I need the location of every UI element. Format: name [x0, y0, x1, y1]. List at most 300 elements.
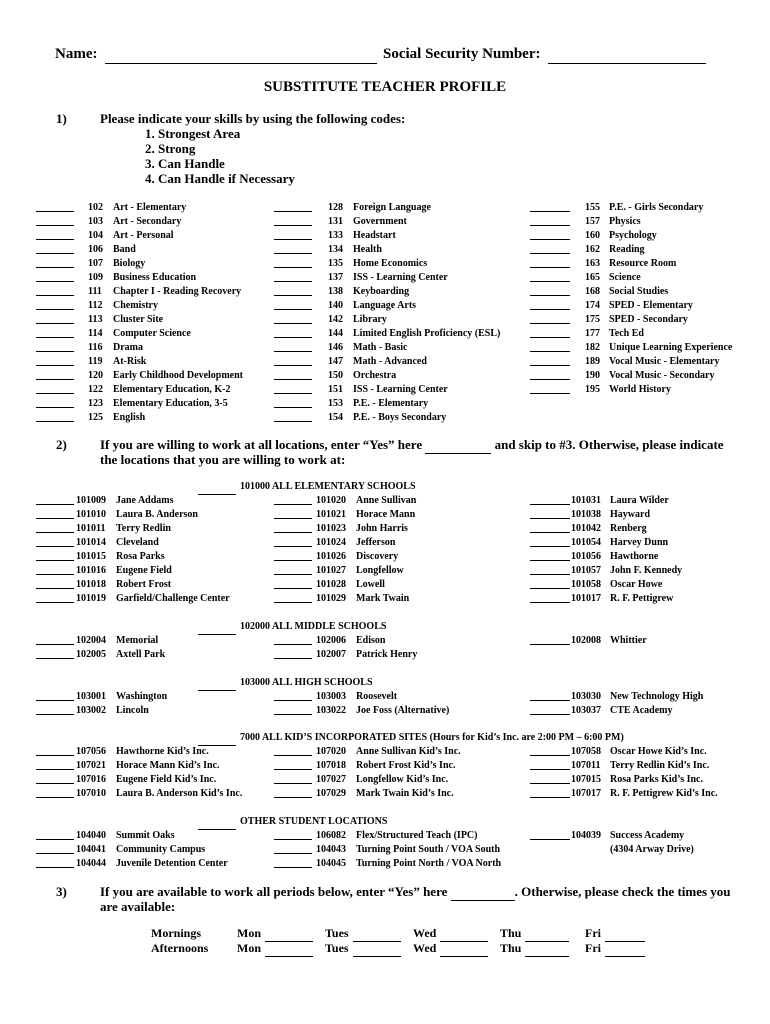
- location-check-field[interactable]: [36, 769, 74, 770]
- location-label: Harvey Dunn: [610, 537, 669, 548]
- schedule-day: [585, 926, 645, 942]
- location-label: CTE Academy: [610, 705, 673, 716]
- location-label: Roosevelt: [356, 691, 398, 702]
- location-check-field[interactable]: [274, 839, 312, 840]
- skill-code: 111: [88, 286, 102, 297]
- skill-rating-field[interactable]: [36, 407, 74, 408]
- schedule-day: [237, 926, 313, 942]
- location-check-field[interactable]: [530, 518, 570, 519]
- location-label: Discovery: [356, 551, 399, 562]
- location-label: Turning Point North / VOA North: [356, 858, 502, 869]
- location-check-field[interactable]: [274, 546, 312, 547]
- skill-rating-field[interactable]: [530, 253, 570, 254]
- skill-rating-field[interactable]: [274, 379, 312, 380]
- schedule-day: [413, 926, 488, 942]
- location-check-field[interactable]: [36, 700, 74, 701]
- location-check-field[interactable]: [36, 755, 74, 756]
- skill-label: Resource Room: [609, 258, 677, 269]
- skill-code: 135: [328, 258, 343, 269]
- skill-rating-field[interactable]: [274, 421, 312, 422]
- skill-code: 195: [585, 384, 600, 395]
- location-check-field[interactable]: [530, 644, 570, 645]
- location-check-field[interactable]: [36, 504, 74, 505]
- skill-code: 113: [88, 314, 103, 325]
- schedule-day-label: Thu: [500, 926, 522, 940]
- schedule-day-field[interactable]: [525, 926, 569, 942]
- location-label: Cleveland: [116, 537, 159, 548]
- skill-label: P.E. - Elementary: [353, 398, 429, 409]
- skill-rating-field[interactable]: [274, 225, 312, 226]
- location-label: John Harris: [356, 523, 408, 534]
- location-check-field[interactable]: [36, 644, 74, 645]
- schedule-day-field[interactable]: [265, 926, 313, 942]
- location-check-field[interactable]: [274, 518, 312, 519]
- location-code: 101038: [571, 509, 601, 520]
- location-check-field[interactable]: [274, 532, 312, 533]
- skill-rating-field[interactable]: [36, 393, 74, 394]
- section-heading: [198, 815, 387, 829]
- location-label: Hayward: [610, 509, 650, 520]
- ssn-field[interactable]: [548, 46, 706, 64]
- section-check-field[interactable]: [198, 620, 236, 635]
- section-heading: [198, 480, 416, 494]
- schedule-day-field[interactable]: [525, 941, 569, 957]
- location-code: 101011: [76, 523, 106, 534]
- skill-code: 174: [585, 300, 600, 311]
- location-check-field[interactable]: [530, 504, 570, 505]
- location-check-field[interactable]: [274, 700, 312, 701]
- location-label: Mark Twain Kid’s Inc.: [356, 788, 454, 799]
- location-label: Turning Point South / VOA South: [356, 844, 501, 855]
- skill-code: 147: [328, 356, 343, 367]
- location-label: Anne Sullivan: [356, 495, 417, 506]
- location-label: Axtell Park: [116, 649, 166, 660]
- schedule-day-label: Thu: [500, 941, 522, 955]
- location-label: Summit Oaks: [116, 830, 175, 841]
- location-check-field[interactable]: [530, 574, 570, 575]
- location-code: 104045: [316, 858, 346, 869]
- location-check-field[interactable]: [530, 839, 570, 840]
- schedule-day-label: Mon: [237, 941, 261, 955]
- location-check-field[interactable]: [274, 644, 312, 645]
- location-check-field[interactable]: [274, 574, 312, 575]
- location-check-field[interactable]: [274, 853, 312, 854]
- skill-rating-field[interactable]: [274, 393, 312, 394]
- skill-rating-field[interactable]: [36, 323, 74, 324]
- location-check-field[interactable]: [274, 504, 312, 505]
- location-code: 107017: [571, 788, 601, 799]
- skill-label: P.E. - Girls Secondary: [609, 202, 704, 213]
- skill-label: Biology: [113, 258, 146, 269]
- skill-rating-field[interactable]: [530, 337, 570, 338]
- skill-label: P.E. - Boys Secondary: [353, 412, 447, 423]
- location-code: 102006: [316, 635, 346, 646]
- skill-rating-field[interactable]: [36, 239, 74, 240]
- location-code: 101054: [571, 537, 601, 548]
- section-check-field[interactable]: [198, 815, 236, 830]
- q2-yes-field[interactable]: [425, 437, 491, 454]
- q2-number: 2): [56, 437, 67, 452]
- location-check-field[interactable]: [274, 602, 312, 603]
- name-field[interactable]: [105, 46, 377, 64]
- skill-label: Elementary Education, K-2: [113, 384, 231, 395]
- schedule-day: [325, 941, 401, 957]
- skill-rating-field[interactable]: [274, 407, 312, 408]
- name-label: Name:: [55, 46, 98, 62]
- ssn-label: Social Security Number:: [383, 46, 541, 62]
- location-code: 101028: [316, 579, 346, 590]
- location-label: Terry Redlin: [116, 523, 171, 534]
- skill-label: Art - Secondary: [113, 216, 182, 227]
- code-item: 4. Can Handle if Necessary: [145, 171, 295, 186]
- location-check-field[interactable]: [530, 532, 570, 533]
- location-check-field[interactable]: [36, 546, 74, 547]
- skill-rating-field[interactable]: [36, 365, 74, 366]
- location-code: 107029: [316, 788, 346, 799]
- skill-code: 119: [88, 356, 103, 367]
- location-code: 101014: [76, 537, 106, 548]
- location-check-field[interactable]: [36, 588, 74, 589]
- location-check-field[interactable]: [530, 783, 570, 784]
- skill-code: 106: [88, 244, 103, 255]
- q3-line2: are available:: [100, 899, 176, 914]
- location-label: Eugene Field: [116, 565, 172, 576]
- location-check-field[interactable]: [530, 602, 570, 603]
- location-code: 101024: [316, 537, 346, 548]
- skill-code: 168: [585, 286, 600, 297]
- skill-rating-field[interactable]: [530, 393, 570, 394]
- skill-code: 151: [328, 384, 343, 395]
- skill-label: Art - Personal: [113, 230, 174, 241]
- skill-code: 142: [328, 314, 343, 325]
- location-check-field[interactable]: [36, 797, 74, 798]
- skill-code: 133: [328, 230, 343, 241]
- schedule-day-field[interactable]: [353, 926, 401, 942]
- skill-rating-field[interactable]: [274, 351, 312, 352]
- skill-code: 134: [328, 244, 343, 255]
- skill-rating-field[interactable]: [274, 239, 312, 240]
- code-item: 3. Can Handle: [145, 156, 225, 171]
- skill-rating-field[interactable]: [274, 267, 312, 268]
- location-code: 104040: [76, 830, 106, 841]
- location-code: 103002: [76, 705, 106, 716]
- location-code: 101018: [76, 579, 106, 590]
- location-code: 107056: [76, 746, 106, 757]
- location-check-field[interactable]: [274, 714, 312, 715]
- skill-label: Business Education: [113, 272, 197, 283]
- section-heading: [198, 676, 373, 690]
- skill-code: 163: [585, 258, 600, 269]
- location-label: New Technology High: [610, 691, 704, 702]
- skill-rating-field[interactable]: [36, 281, 74, 282]
- skill-code: 131: [328, 216, 343, 227]
- skill-label: Cluster Site: [113, 314, 164, 325]
- location-label: R. F. Pettigrew Kid’s Inc.: [610, 788, 718, 799]
- schedule-day-field[interactable]: [605, 941, 645, 957]
- location-check-field[interactable]: [274, 560, 312, 561]
- skill-rating-field[interactable]: [530, 281, 570, 282]
- location-label: Rosa Parks Kid’s Inc.: [610, 774, 703, 785]
- skill-label: Health: [353, 244, 382, 255]
- skill-code: 140: [328, 300, 343, 311]
- skill-label: Foreign Language: [353, 202, 431, 213]
- location-label: Joe Foss (Alternative): [356, 705, 450, 716]
- location-check-field[interactable]: [36, 658, 74, 659]
- location-label: Mark Twain: [356, 593, 410, 604]
- location-label: Longfellow: [356, 565, 404, 576]
- location-label: Rosa Parks: [116, 551, 165, 562]
- location-check-field[interactable]: [36, 574, 74, 575]
- location-check-field[interactable]: [530, 546, 570, 547]
- location-label: Memorial: [116, 635, 159, 646]
- skill-code: 104: [88, 230, 103, 241]
- location-check-field[interactable]: [530, 588, 570, 589]
- location-check-field[interactable]: [36, 867, 74, 868]
- schedule-day: [585, 941, 645, 957]
- location-code: 101026: [316, 551, 346, 562]
- location-check-field[interactable]: [274, 867, 312, 868]
- schedule-day-label: Tues: [325, 941, 349, 955]
- ssn-row: [383, 46, 706, 64]
- skill-label: Headstart: [353, 230, 396, 241]
- skill-label: ISS - Learning Center: [353, 384, 448, 395]
- location-code: 102004: [76, 635, 106, 646]
- location-check-field[interactable]: [274, 588, 312, 589]
- location-check-field[interactable]: [36, 853, 74, 854]
- skill-code: 116: [88, 342, 103, 353]
- location-code: 107021: [76, 760, 106, 771]
- location-code: 102008: [571, 635, 601, 646]
- schedule-day-label: Mon: [237, 926, 261, 940]
- skill-code: 120: [88, 370, 103, 381]
- skill-rating-field[interactable]: [530, 225, 570, 226]
- location-check-field[interactable]: [36, 783, 74, 784]
- section-heading-text: 101000 ALL ELEMENTARY SCHOOLS: [240, 481, 416, 492]
- skill-label: Vocal Music - Secondary: [609, 370, 715, 381]
- skill-label: Orchestra: [353, 370, 397, 381]
- schedule-day-field[interactable]: [353, 941, 401, 957]
- skill-rating-field[interactable]: [274, 253, 312, 254]
- schedule-day: [237, 941, 313, 957]
- location-label: Edison: [356, 635, 386, 646]
- location-check-field[interactable]: [36, 714, 74, 715]
- location-code: 103001: [76, 691, 106, 702]
- location-label: Terry Redlin Kid’s Inc.: [610, 760, 710, 771]
- section-check-field[interactable]: [198, 676, 236, 691]
- q3-line1: [100, 884, 731, 901]
- location-check-field[interactable]: [36, 518, 74, 519]
- location-code: 101023: [316, 523, 346, 534]
- section-check-field[interactable]: [198, 731, 236, 746]
- location-label: John F. Kennedy: [610, 565, 683, 576]
- skill-rating-field[interactable]: [274, 309, 312, 310]
- schedule-day-field[interactable]: [605, 926, 645, 942]
- skill-rating-field[interactable]: [274, 281, 312, 282]
- schedule-day-label: Fri: [585, 926, 601, 940]
- location-label: Whittier: [610, 635, 647, 646]
- skill-rating-field[interactable]: [530, 351, 570, 352]
- skill-label: Unique Learning Experience: [609, 342, 733, 353]
- skill-label: SPED - Elementary: [609, 300, 693, 311]
- location-check-field[interactable]: [274, 783, 312, 784]
- q1-number: 1): [56, 111, 67, 126]
- location-label: Garfield/Challenge Center: [116, 593, 230, 604]
- skill-code: 153: [328, 398, 343, 409]
- skill-code: 182: [585, 342, 600, 353]
- location-check-field[interactable]: [530, 755, 570, 756]
- location-check-field[interactable]: [530, 700, 570, 701]
- skill-rating-field[interactable]: [530, 379, 570, 380]
- section-heading-text: OTHER STUDENT LOCATIONS: [240, 816, 388, 827]
- location-label: Hawthorne: [610, 551, 659, 562]
- location-check-field[interactable]: [274, 797, 312, 798]
- location-code: 103037: [571, 705, 601, 716]
- skill-label: Government: [353, 216, 407, 227]
- skill-label: Physics: [609, 216, 641, 227]
- skill-code: 102: [88, 202, 103, 213]
- skill-code: 162: [585, 244, 600, 255]
- location-code: 103003: [316, 691, 346, 702]
- q3-yes-field[interactable]: [451, 884, 515, 901]
- skill-label: English: [113, 412, 146, 423]
- skill-code: 109: [88, 272, 103, 283]
- skill-code: 112: [88, 300, 103, 311]
- skill-label: Psychology: [609, 230, 657, 241]
- section-heading: [198, 731, 624, 745]
- location-code: 101042: [571, 523, 601, 534]
- location-check-field[interactable]: [530, 560, 570, 561]
- location-code: 101017: [571, 593, 601, 604]
- schedule-day: [500, 926, 569, 942]
- skill-rating-field[interactable]: [274, 295, 312, 296]
- skill-code: 165: [585, 272, 600, 283]
- location-label: Robert Frost Kid’s Inc.: [356, 760, 456, 771]
- skill-rating-field[interactable]: [36, 379, 74, 380]
- skill-rating-field[interactable]: [36, 253, 74, 254]
- skill-label: Reading: [609, 244, 645, 255]
- skill-code: 123: [88, 398, 103, 409]
- skill-rating-field[interactable]: [274, 211, 312, 212]
- location-label: Laura B. Anderson Kid’s Inc.: [116, 788, 243, 799]
- location-check-field[interactable]: [36, 602, 74, 603]
- location-code: 101058: [571, 579, 601, 590]
- q3-text-a: If you are available to work all periods below, enter “Yes” here: [100, 884, 448, 899]
- location-check-field[interactable]: [274, 769, 312, 770]
- q2-line2: the locations that you are willing to work at:: [100, 452, 346, 467]
- skill-rating-field[interactable]: [530, 309, 570, 310]
- skill-label: Band: [113, 244, 136, 255]
- schedule-day-label: Fri: [585, 941, 601, 955]
- location-label: Flex/Structured Teach (IPC): [356, 830, 478, 841]
- location-label: Patrick Henry: [356, 649, 418, 660]
- skill-rating-field[interactable]: [36, 225, 74, 226]
- q1-codes: [145, 126, 295, 186]
- skill-rating-field[interactable]: [274, 337, 312, 338]
- schedule-day-label: Wed: [413, 941, 437, 955]
- location-code: 101027: [316, 565, 346, 576]
- skill-rating-field[interactable]: [36, 351, 74, 352]
- location-code: 101029: [316, 593, 346, 604]
- location-label: Longfellow Kid’s Inc.: [356, 774, 449, 785]
- skill-rating-field[interactable]: [36, 267, 74, 268]
- location-check-field[interactable]: [36, 839, 74, 840]
- skill-code: 114: [88, 328, 103, 339]
- skill-code: 144: [328, 328, 343, 339]
- skill-code: 160: [585, 230, 600, 241]
- location-code: 101016: [76, 565, 106, 576]
- location-code: 103030: [571, 691, 601, 702]
- location-code: 101020: [316, 495, 346, 506]
- skill-rating-field[interactable]: [36, 309, 74, 310]
- location-check-field[interactable]: [530, 769, 570, 770]
- location-check-field[interactable]: [36, 560, 74, 561]
- section-check-field[interactable]: [198, 480, 236, 495]
- code-item: 2. Strong: [145, 141, 196, 156]
- schedule-period-label: Mornings: [151, 926, 202, 940]
- location-code: 101019: [76, 593, 106, 604]
- location-code: 101056: [571, 551, 601, 562]
- location-code: 101015: [76, 551, 106, 562]
- skill-rating-field[interactable]: [36, 211, 74, 212]
- location-check-field[interactable]: [36, 532, 74, 533]
- skill-code: 107: [88, 258, 103, 269]
- location-label: Horace Mann: [356, 509, 416, 520]
- skill-rating-field[interactable]: [36, 421, 74, 422]
- location-check-field[interactable]: [530, 714, 570, 715]
- location-label: Community Campus: [116, 844, 206, 855]
- location-label: Robert Frost: [116, 579, 172, 590]
- location-check-field[interactable]: [274, 658, 312, 659]
- skill-label: Tech Ed: [609, 328, 644, 339]
- skill-rating-field[interactable]: [530, 267, 570, 268]
- skill-rating-field[interactable]: [530, 295, 570, 296]
- location-label: Success Academy: [610, 830, 685, 841]
- page-title: SUBSTITUTE TEACHER PROFILE: [263, 79, 507, 95]
- schedule-day: [413, 941, 488, 957]
- skill-rating-field[interactable]: [530, 211, 570, 212]
- schedule-day-field[interactable]: [440, 941, 488, 957]
- location-code: 106082: [316, 830, 346, 841]
- schedule-day-field[interactable]: [265, 941, 313, 957]
- skill-rating-field[interactable]: [530, 365, 570, 366]
- section-heading-text: 103000 ALL HIGH SCHOOLS: [240, 677, 373, 688]
- skill-code: 122: [88, 384, 103, 395]
- skill-rating-field[interactable]: [274, 365, 312, 366]
- skill-label: Limited English Proficiency (ESL): [353, 328, 501, 339]
- skill-rating-field[interactable]: [36, 295, 74, 296]
- skill-label: Math - Advanced: [353, 356, 427, 367]
- skill-rating-field[interactable]: [36, 337, 74, 338]
- location-label: Lowell: [356, 579, 385, 590]
- q2-text-b: and skip to #3. Otherwise, please indicate: [494, 437, 724, 452]
- location-code: 107010: [76, 788, 106, 799]
- schedule-day-field[interactable]: [440, 926, 488, 942]
- skill-label: Home Economics: [353, 258, 428, 269]
- location-code: 104041: [76, 844, 106, 855]
- q3-text-b: . Otherwise, please check the times you: [514, 884, 731, 899]
- skill-code: 190: [585, 370, 600, 381]
- skill-label: Elementary Education, 3-5: [113, 398, 228, 409]
- skill-label: At-Risk: [113, 356, 147, 367]
- skill-rating-field[interactable]: [530, 239, 570, 240]
- skill-rating-field[interactable]: [530, 323, 570, 324]
- location-check-field[interactable]: [530, 797, 570, 798]
- skill-label: Keyboarding: [353, 286, 410, 297]
- skill-label: Math - Basic: [353, 342, 408, 353]
- location-label: Renberg: [610, 523, 647, 534]
- skill-rating-field[interactable]: [274, 323, 312, 324]
- location-check-field[interactable]: [274, 755, 312, 756]
